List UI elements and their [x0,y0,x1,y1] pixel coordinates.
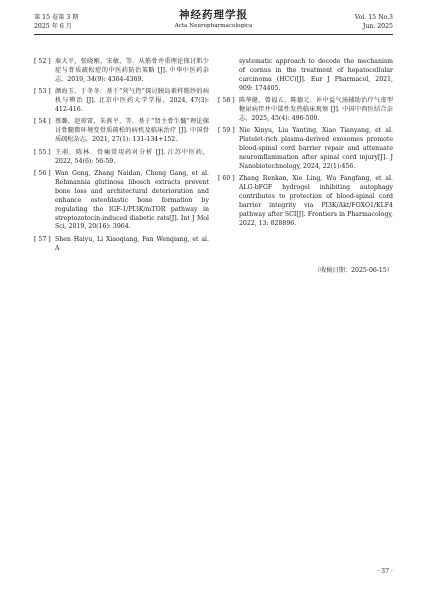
reference-item [218,127,393,172]
reference-text: 陈华健，曾福五，陈德元．补中益气汤辅助治疗气虚型糖尿病伴并中部性发热临床观察 [J]. 中国中西医结合杂志，2025, 45(4): 496-500. [239,97,393,122]
volume-issue-en: Vol. 15 No.3 [354,14,393,21]
reference-column-left [34,58,209,257]
reference-text: Nie Xinyu, Liu Yanting, Xiao Tianyang, et al. Platelet-rich plasma-derived exosomes promote blood-spinal cord barrier repair and attenuate neuroinflammation after spinal cord injury[J]. J Nanobiotechnology, 2024, 22(1):456. [239,127,393,170]
reference-item [218,97,393,124]
reference-text: 颜海玉，于冬冬．基于“营气热”探讨胰岛素样筋纱的病机与辨治 [J]. 北京中医药大学学报，2024, 47(3): 412-416. [55,88,209,114]
reference-item [34,170,209,232]
reference-item [34,236,209,254]
reference-item [218,58,393,94]
reference-text: 蔡璐，赵琼雷，朱燕平，等．基于“肾主骨生髓”理论探讨骨髓微环境变骨质疏松的病机及临床治疗 [J]. 中国骨质疏松杂志，2021, 27(1): 131-134+152. [55,118,209,144]
reference-number: [ 54 ] [34,118,51,126]
date-cn: 2025 年 6 月 [34,22,72,30]
reference-text: Wan Gong, Zhang Naidan, Cheng Gang, et al. Rehmannia glutinosa libosch extracts prevent bone loss and architectural deterioration and enhance osteoblastic bone formation by regulating the IGF-1/PI3K/mTOR pathway in streptozotocin-induced diabetic rats[J]. Int J Mol Sci, 2019, 20(16): 3964. [55,169,209,231]
reference-number: [ 59 ] [218,127,235,135]
reference-item [34,88,209,115]
reference-text: Zhang Renkan, Xie Ling, Wu Fangfang, et al. ALG-bFGF hydrogel inhibiting autophagy contributes to protection of blood-spinal cord barrier integrity via PI3K/Akt/FOXO1/KLF4 pathway after SCI[J]. Frontiers in Pharmacology, 2022, 13: 828896. [239,175,393,227]
reference-number: [ 53 ] [34,88,51,96]
reference-number: [ 56 ] [34,169,51,177]
header-right [355,14,393,31]
reference-number: [ 58 ] [218,97,235,105]
reference-text: 秦大平，张晓刚，宋敏，等．从筋骨并重理论探讨肌少症与骨质疏松症的中医药防治策略 [J]. 中华中医药杂志，2019, 34(9): 4364-4369. [55,58,209,83]
date-en: Jun. 2025 [362,22,393,30]
journal-title-cn: 神经药理学报 [179,9,248,21]
reference-item [34,58,209,85]
reference-number: [ 60 ] [218,175,235,183]
reference-text: systematic approach to decode the mechanism of cornus in the treatment of hepatocellular carcinoma (HCC)[J]. Eur J Pharmacol, 2021, 909: 174405. [239,58,393,92]
reference-number: [ 55 ] [34,148,51,156]
reference-text: 王萌，陈林．骨痛常用药对分析 [J]. 江苏中医药，2022, 54(6): 56-59. [55,148,209,165]
volume-issue-cn: 第 15 卷第 3 期 [34,14,79,21]
reference-column-right [218,58,393,232]
header-divider [34,34,393,35]
reference-number: [ 52 ] [34,58,51,65]
reference-number: [ 57 ] [34,235,51,243]
header-left [34,14,78,31]
page-number: · 37 · [377,568,393,575]
reference-text: Shen Haiyu, Li Xiaoqiang, Fan Wenqiang, et al. A [55,235,209,252]
journal-title-en: Acta Neuropharmacologica [174,23,253,29]
journal-title-block [150,9,277,30]
reference-item [34,149,209,167]
reference-item [218,175,393,228]
reference-item [34,118,209,145]
received-date: （收稿日期：2025-06-15） [314,267,393,274]
